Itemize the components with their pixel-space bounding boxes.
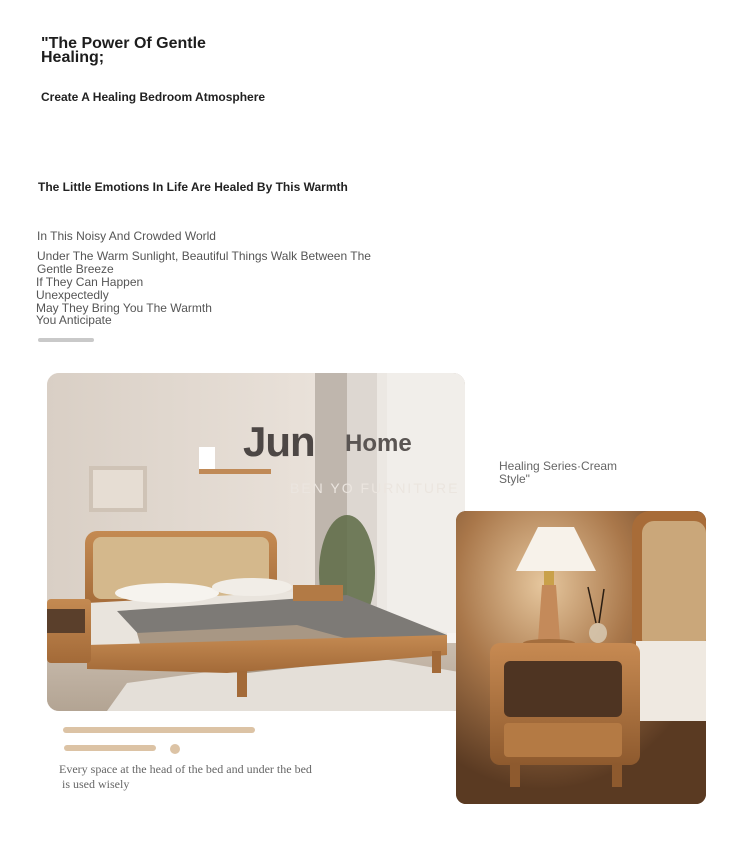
section-heading: The Little Emotions In Life Are Healed By This Warmth xyxy=(38,180,348,194)
paragraph-line: May They Bring You The Warmth xyxy=(36,300,212,315)
decorative-bar xyxy=(63,727,255,733)
series-label: Healing Series·Cream Style" xyxy=(499,459,618,486)
brand-name-suffix: Home xyxy=(345,430,412,457)
page-title: "The Power Of Gentle Healing; xyxy=(41,35,206,66)
divider xyxy=(38,338,94,342)
paragraph-line: Under The Warm Sunlight, Beautiful Things Walk Between The Gentle Breeze xyxy=(37,249,371,276)
nightstand-illustration xyxy=(456,511,706,804)
paragraph-block xyxy=(36,276,386,327)
brand-tagline: BEN YO FURNITURE xyxy=(290,480,460,496)
paragraph-line: You Anticipate xyxy=(36,313,112,328)
paragraph-line: If They Can Happen xyxy=(36,275,144,289)
page-subtitle: Create A Healing Bedroom Atmosphere xyxy=(41,90,266,104)
caption-line: Every space at the head of the bed and under the bed xyxy=(59,762,312,776)
decorative-dot xyxy=(170,744,180,754)
decorative-bar xyxy=(64,745,156,751)
caption xyxy=(59,762,349,791)
nightstand-photo xyxy=(456,511,706,804)
paragraph-line: In This Noisy And Crowded World xyxy=(37,229,216,243)
paragraph-line: Unexpectedly xyxy=(36,287,109,302)
caption-line: is used wisely xyxy=(62,776,130,791)
brand-name: Jun xyxy=(243,418,315,465)
